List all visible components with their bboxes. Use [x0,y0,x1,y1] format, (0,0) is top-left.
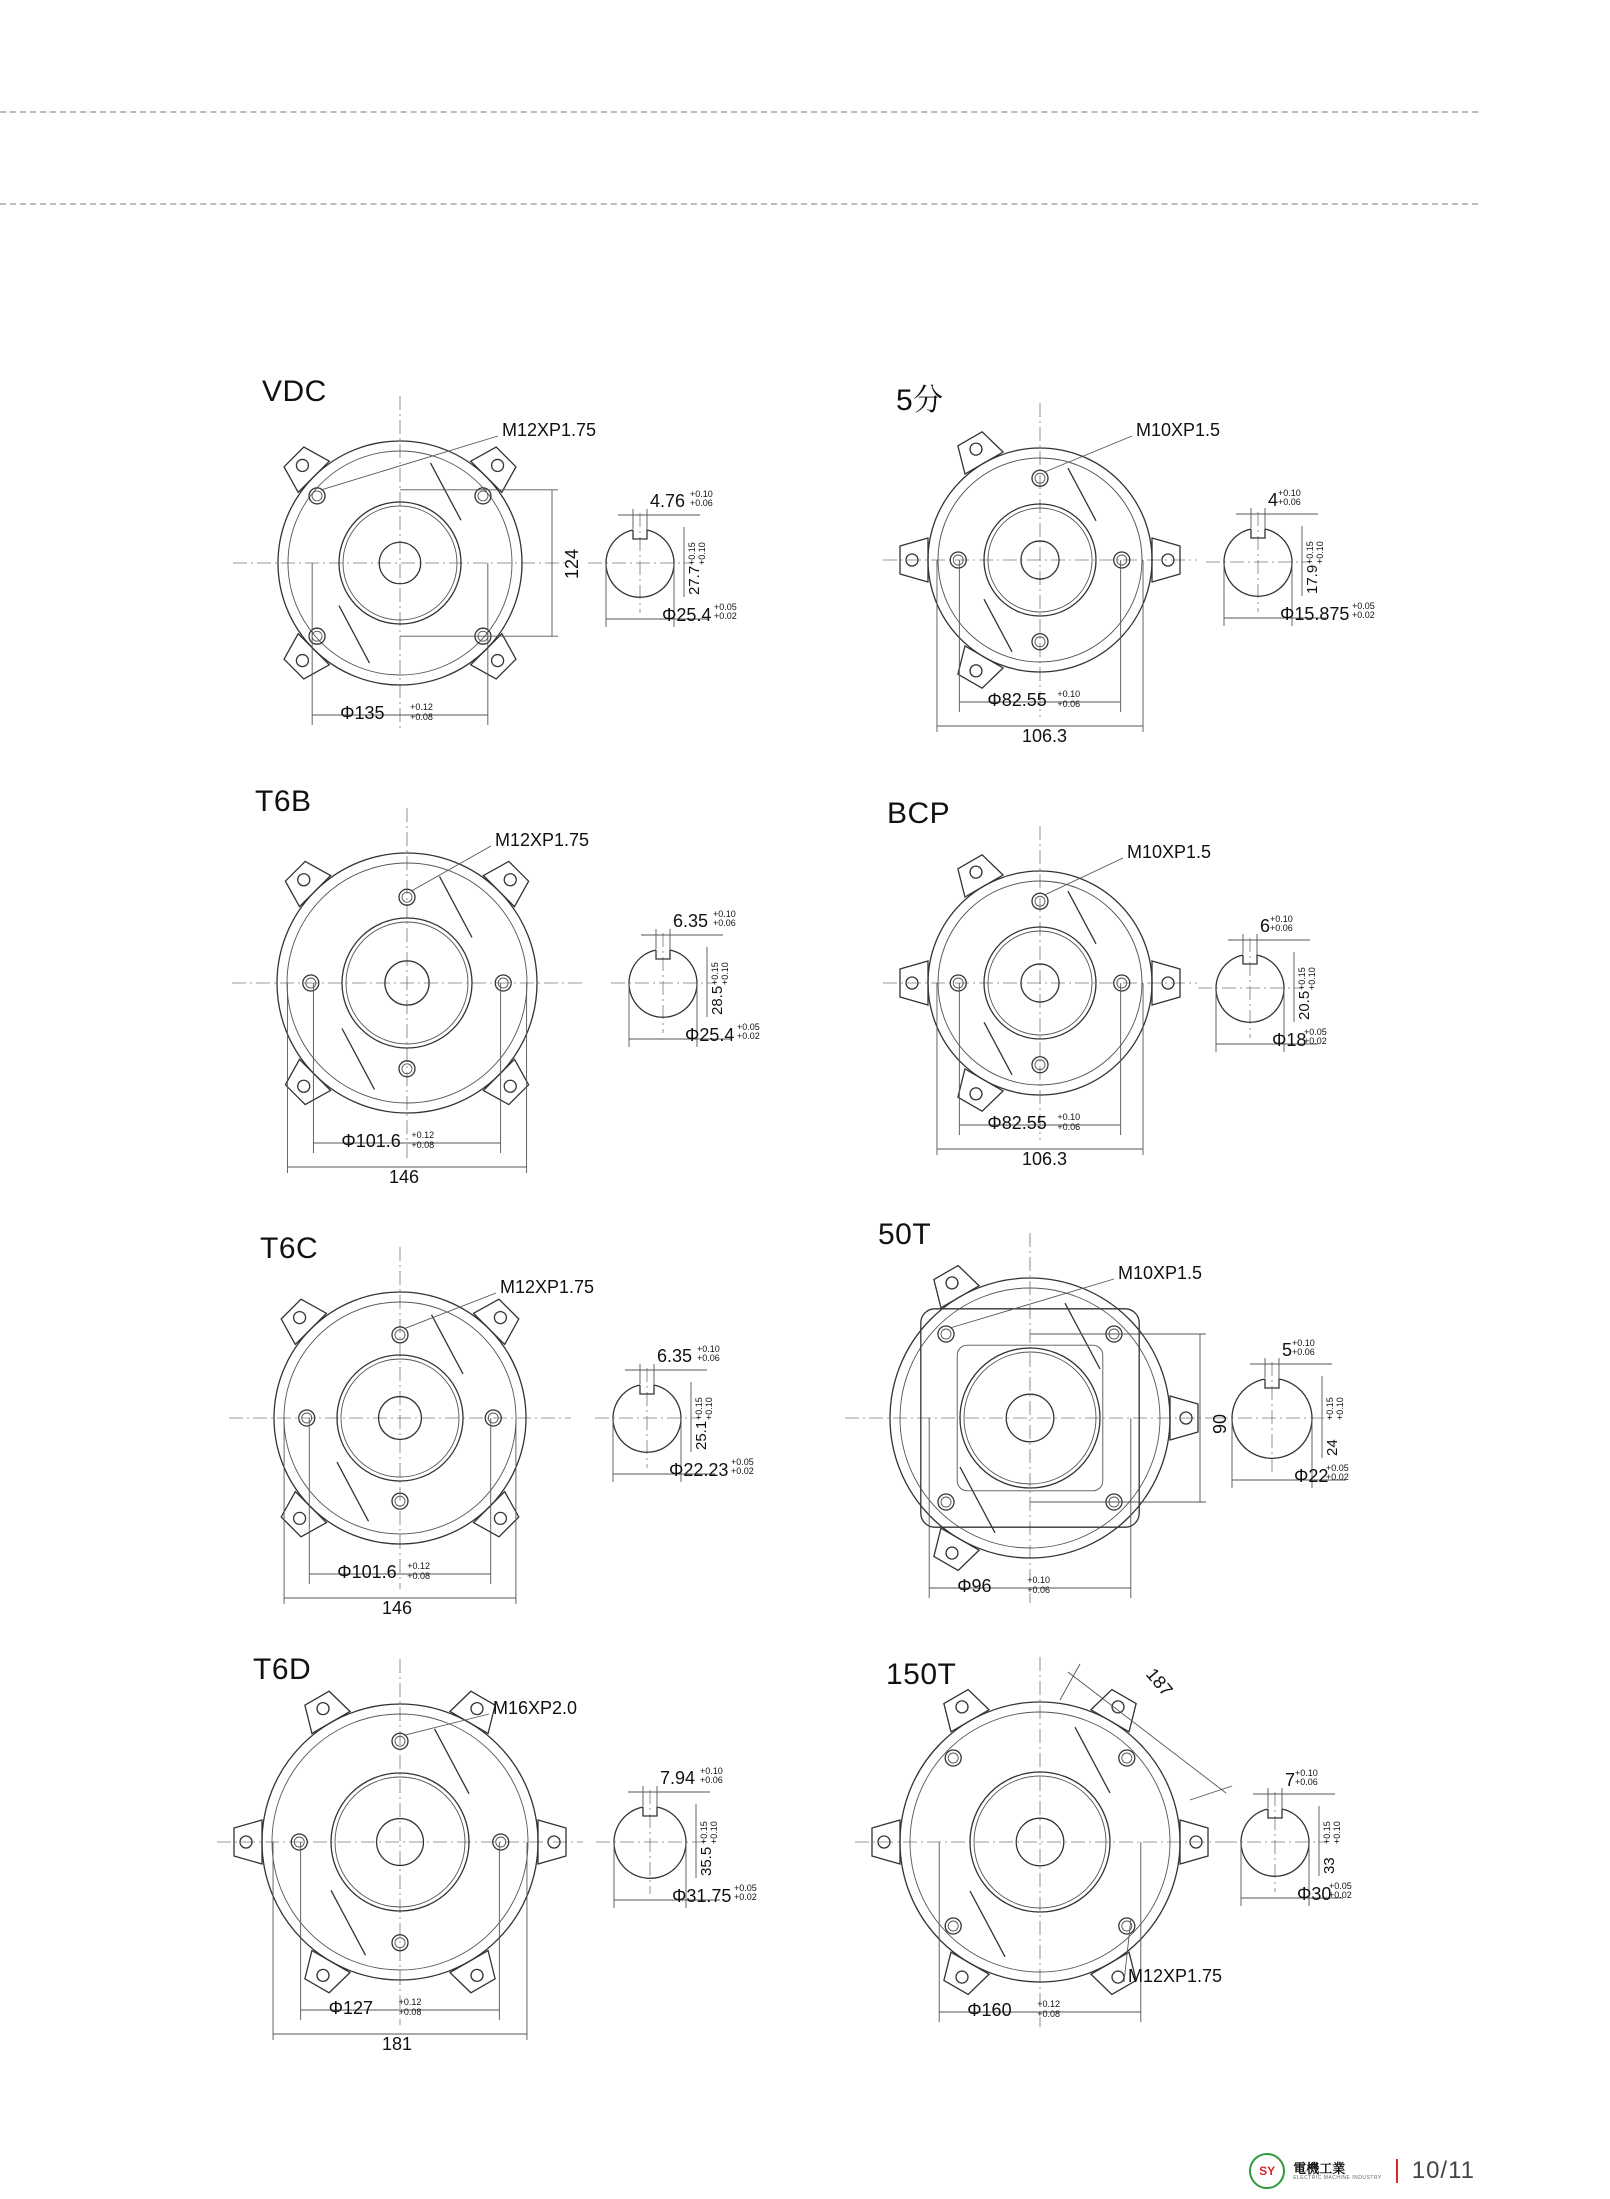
depth-tol-lower: +0.10 [1335,1397,1345,1420]
key-tol-upper: +0.10 [1292,1338,1315,1348]
mounting-tab [937,1952,989,1998]
thread-spec-label: M16XP2.0 [493,1698,578,1718]
shaft-tol-upper: +0.05 [731,1457,754,1467]
depth-tol-upper: +0.15 [710,962,720,985]
shaft-tol-upper: +0.05 [1329,1881,1352,1891]
bore-diameter-label: Φ82.55 [987,1113,1047,1133]
shaft-diameter-label: Φ25.4 [685,1025,735,1045]
thread-spec-label: M12XP1.75 [502,420,597,440]
key-tol-upper: +0.10 [713,909,736,919]
keyway-depth-label: 25.1 [693,1420,710,1450]
key-tol-lower: +0.06 [1295,1777,1318,1787]
panel-title-t6d: T6D [253,1653,312,1686]
outer-dimension-label: 146 [389,1167,420,1187]
key-tol-lower: +0.06 [1278,497,1301,507]
square-dimension-label: 90 [1210,1413,1230,1434]
shaft-tol-lower: +0.02 [731,1466,754,1476]
mounting-tab [951,851,1003,897]
panel-title-t6b: T6B [255,785,312,818]
flange-drawing-t6c [229,1247,571,1604]
keyway-depth-label: 28.5 [709,985,726,1015]
bore-tol-upper: +0.12 [1037,1999,1060,2009]
bore-tol-upper: +0.12 [410,702,433,712]
depth-tol-upper: +0.15 [1305,541,1315,564]
flange-drawing-bcp [883,826,1197,1155]
bore-tol-lower: +0.08 [410,712,433,722]
shaft-diameter-label: Φ22.23 [669,1460,729,1480]
shaft-tol-upper: +0.05 [734,1883,757,1893]
shaft-tol-upper: +0.05 [1326,1463,1349,1473]
bore-tol-lower: +0.08 [1037,2009,1060,2019]
mounting-tab [951,646,1003,692]
flange-drawing-vdc [233,396,567,730]
bore-tol-lower: +0.06 [1057,699,1081,709]
key-tol-lower: +0.06 [1270,923,1293,933]
panel-title-t6c: T6C [260,1232,319,1265]
shaft-tol-lower: +0.02 [1326,1472,1349,1482]
diagonal-dimension-label: 187 [1142,1664,1177,1701]
mounting-tab [450,1951,502,1997]
thread-spec-label: M12XP1.75 [495,830,590,850]
mounting-tab [1091,1686,1143,1732]
key-tol-upper: +0.10 [700,1766,723,1776]
depth-tol-lower: +0.10 [1332,1821,1342,1844]
flange-drawing-t6b [232,808,582,1173]
depth-tol-lower: +0.10 [697,542,707,565]
depth-tol-lower: +0.10 [704,1397,714,1420]
mounting-tab [937,1686,989,1732]
keyway-width-label: 5 [1282,1340,1293,1360]
mounting-tab [298,1687,350,1733]
mounting-tab [278,634,329,685]
keyway-depth-label: 35.5 [698,1846,715,1876]
thread-spec-label: M12XP1.75 [1128,1966,1223,1986]
key-tol-upper: +0.10 [1295,1768,1318,1778]
keyway-depth-label: 17.9 [1304,564,1321,594]
key-tol-upper: +0.10 [1278,488,1301,498]
brand-subtitle: ELECTRIC MACHINE INDUSTRY [1293,2174,1382,2181]
flange-drawing-50t [845,1233,1215,1603]
depth-tol-upper: +0.15 [1322,1821,1332,1844]
outer-dimension-label: 146 [382,1598,413,1618]
bore-diameter-label: Φ127 [328,1998,374,2018]
keyway-width-label: 4 [1268,490,1279,510]
thread-spec-label: M10XP1.5 [1136,420,1221,440]
key-tol-lower: +0.06 [690,498,713,508]
bore-diameter-label: Φ135 [340,703,385,723]
mounting-tab [276,1294,327,1345]
mounting-tab [280,856,331,907]
key-tol-lower: +0.06 [713,918,736,928]
brand-block [1293,2162,1382,2181]
shaft-tol-lower: +0.02 [1352,610,1375,620]
mounting-tab [474,1492,525,1543]
keyway-depth-label: 24 [1324,1439,1341,1456]
mounting-tab [483,856,534,907]
depth-tol-upper: +0.15 [694,1397,704,1420]
mounting-tab [298,1951,350,1997]
thread-spec-label: M10XP1.5 [1127,842,1212,862]
bore-diameter-label: Φ82.55 [987,690,1047,710]
bore-tol-upper: +0.12 [407,1561,431,1571]
mounting-tab [276,1492,327,1543]
keyway-width-label: 6.35 [673,911,709,931]
thread-spec-label: M12XP1.75 [500,1277,595,1297]
shaft-diameter-label: Φ18 [1272,1030,1307,1050]
bore-tol-upper: +0.10 [1057,1112,1081,1122]
key-tol-lower: +0.06 [700,1775,723,1785]
footer-divider [1396,2159,1398,2183]
shaft-diameter-label: Φ30 [1297,1884,1332,1904]
shaft-tol-lower: +0.02 [714,611,737,621]
keyway-width-label: 4.76 [650,491,686,511]
bore-tol-upper: +0.12 [398,1997,422,2007]
depth-tol-lower: +0.10 [720,962,730,985]
key-tol-upper: +0.10 [690,489,713,499]
bore-diameter-label: Φ101.6 [341,1131,401,1151]
panel-title-5fen: 5分 [896,384,944,417]
flange-drawing-5fen [883,403,1197,732]
depth-tol-lower: +0.10 [1307,967,1317,990]
shaft-tol-lower: +0.02 [1329,1890,1352,1900]
keyway-width-label: 6 [1260,916,1271,936]
depth-tol-upper: +0.15 [1297,967,1307,990]
keyway-depth-label: 27.7 [686,565,703,595]
key-tol-upper: +0.10 [1270,914,1293,924]
bore-tol-upper: +0.12 [411,1130,435,1140]
brand-logo-icon: SY [1249,2153,1285,2189]
shaft-diameter-label: Φ22 [1294,1466,1329,1486]
outer-dimension-label: 106.3 [1022,1149,1068,1169]
shaft-diameter-label: Φ25.4 [662,605,712,625]
shaft-diameter-label: Φ31.75 [672,1886,732,1906]
depth-tol-upper: +0.15 [699,1821,709,1844]
key-tol-upper: +0.10 [697,1344,720,1354]
shaft-tol-upper: +0.05 [1304,1027,1327,1037]
bore-diameter-label: Φ160 [967,2000,1012,2020]
bore-diameter-label: Φ96 [957,1576,992,1596]
mounting-tab [927,1262,979,1308]
depth-tol-upper: +0.15 [1325,1397,1335,1420]
outer-dimension-label: 106.3 [1022,726,1068,746]
depth-tol-lower: +0.10 [709,1821,719,1844]
shaft-diameter-label: Φ15.875 [1280,604,1350,624]
depth-tol-lower: +0.10 [1315,541,1325,564]
keyway-depth-label: 20.5 [1296,990,1313,1020]
keyway-width-label: 6.35 [657,1346,693,1366]
panel-title-50t: 50T [878,1218,932,1251]
square-dimension-label: 124 [562,548,582,579]
bore-tol-lower: +0.08 [411,1140,435,1150]
page-footer [1249,2153,1475,2189]
shaft-tol-upper: +0.05 [737,1022,760,1032]
shaft-tol-upper: +0.05 [1352,601,1375,611]
mounting-tab [278,441,329,492]
bore-tol-upper: +0.10 [1057,689,1081,699]
shaft-tol-upper: +0.05 [714,602,737,612]
mounting-tab [471,634,522,685]
key-tol-lower: +0.06 [697,1353,720,1363]
key-tol-lower: +0.06 [1292,1347,1315,1357]
keyway-depth-label: 33 [1321,1857,1338,1874]
outer-dimension-label: 181 [382,2034,413,2054]
thread-spec-label: M10XP1.5 [1118,1263,1203,1283]
bore-diameter-label: Φ101.6 [337,1562,397,1582]
panel-title-vdc: VDC [262,375,327,408]
mounting-tab [927,1528,979,1574]
panel-title-150t: 150T [886,1658,957,1691]
shaft-tol-lower: +0.02 [737,1031,760,1041]
depth-tol-upper: +0.15 [687,542,697,565]
keyway-width-label: 7 [1285,1770,1296,1790]
panel-title-bcp: BCP [887,797,951,830]
keyway-width-label: 7.94 [660,1768,696,1788]
mounting-tab [474,1294,525,1345]
bore-tol-lower: +0.06 [1057,1122,1081,1132]
mounting-tab [951,1069,1003,1115]
bore-tol-lower: +0.06 [1027,1585,1050,1595]
bore-tol-upper: +0.10 [1027,1575,1050,1585]
brand-name: 電機工業 [1293,2160,1346,2176]
bore-tol-lower: +0.08 [398,2007,422,2017]
shaft-tol-lower: +0.02 [734,1892,757,1902]
bore-tol-lower: +0.08 [407,1571,431,1581]
mounting-tab [951,428,1003,474]
mounting-tab [471,441,522,492]
shaft-tol-lower: +0.02 [1304,1036,1327,1046]
page-number: 10/11 [1411,2157,1475,2184]
